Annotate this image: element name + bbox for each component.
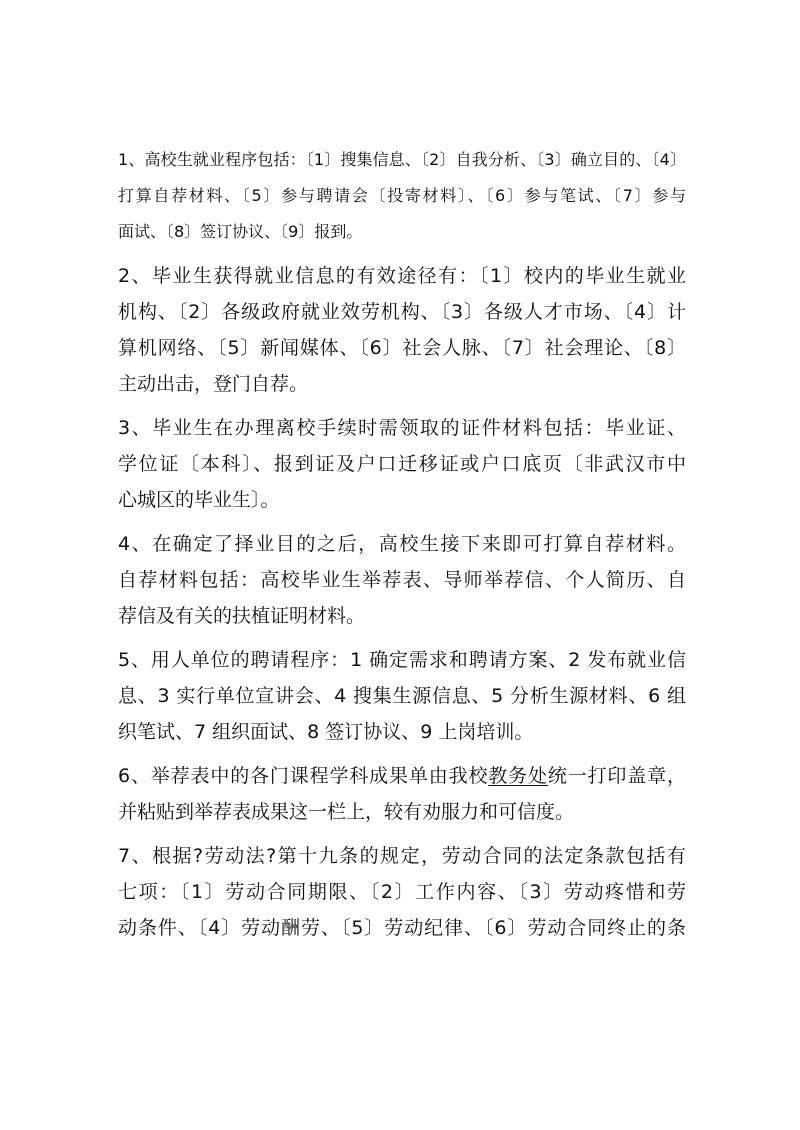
paragraph-1	[118, 142, 686, 250]
paragraph-6-line-2: 并粘贴到举荐表成果这一栏上，较有劝服力和可信度。	[118, 801, 575, 823]
paragraph-2-line-1: 2、毕业生获得就业信息的有效途径有：〔1〕校内的毕业生就业	[118, 265, 686, 287]
paragraph-2-line-3: 算机网络、〔5〕新闻媒体、〔6〕社会人脉、〔7〕社会理论、〔8〕	[118, 337, 686, 359]
paragraph-3-line-2: 学位证〔本科〕、报到证及户口迁移证或户口底页〔非武汉市中	[118, 453, 686, 475]
paragraph-4-line-1: 4、在确定了择业目的之后，高校生接下来即可打算自荐材料。	[118, 533, 686, 555]
paragraph-1-line-3: 面试、〔8〕签订协议、〔9〕报到。	[118, 222, 363, 241]
paragraph-4	[118, 526, 686, 634]
paragraph-6-line-1-before: 6、举荐表中的各门课程学科成果单由我校	[118, 765, 489, 787]
paragraph-6-line-1-after: 统一打印盖章，	[547, 765, 686, 787]
document-body	[118, 142, 686, 954]
paragraph-5-line-3: 织笔试、7 组织面试、8 签订协议、9 上岗培训。	[118, 721, 534, 743]
paragraph-6-line-1	[118, 758, 686, 794]
paragraph-1-line-1: 1、高校生就业程序包括：〔1〕搜集信息、〔2〕自我分析、〔3〕确立目的、〔4〕	[118, 150, 686, 169]
paragraph-7-line-2: 七项：〔1〕劳动合同期限、〔2〕工作内容、〔3〕劳动疼惜和劳	[118, 881, 686, 903]
paragraph-3-line-3: 心城区的毕业生〕。	[118, 489, 280, 511]
paragraph-3-line-1: 3、毕业生在办理离校手续时需领取的证件材料包括：毕业证、	[118, 417, 686, 439]
paragraph-5-line-2: 息、3 实行单位宣讲会、4 搜集生源信息、5 分析生源材料、6 组	[118, 685, 686, 707]
paragraph-4-line-2: 自荐材料包括：高校毕业生举荐表、导师举荐信、个人简历、自	[118, 569, 686, 591]
paragraph-1-line-2: 打算自荐材料、〔5〕参与聘请会〔投寄材料〕、〔6〕参与笔试、〔7〕参与	[118, 186, 686, 205]
paragraph-7	[118, 838, 686, 946]
paragraph-6	[118, 758, 686, 830]
paragraph-5-line-1: 5、用人单位的聘请程序：1 确定需求和聘请方案、2 发布就业信	[118, 649, 686, 671]
paragraph-5	[118, 642, 686, 750]
paragraph-7-line-3: 动条件、〔4〕劳动酬劳、〔5〕劳动纪律、〔6〕劳动合同终止的条	[118, 917, 686, 939]
paragraph-4-line-3: 荐信及有关的扶植证明材料。	[118, 605, 366, 627]
paragraph-2-line-4: 主动出击，登门自荐。	[118, 373, 309, 395]
paragraph-7-line-1: 7、根据?劳动法?第十九条的规定，劳动合同的法定条款包括有	[118, 845, 686, 867]
underlined-term: 教务处	[488, 765, 548, 787]
paragraph-2	[118, 258, 686, 402]
paragraph-2-line-2: 机构、〔2〕各级政府就业效劳机构、〔3〕各级人才市场、〔4〕计	[118, 301, 686, 323]
paragraph-3	[118, 410, 686, 518]
